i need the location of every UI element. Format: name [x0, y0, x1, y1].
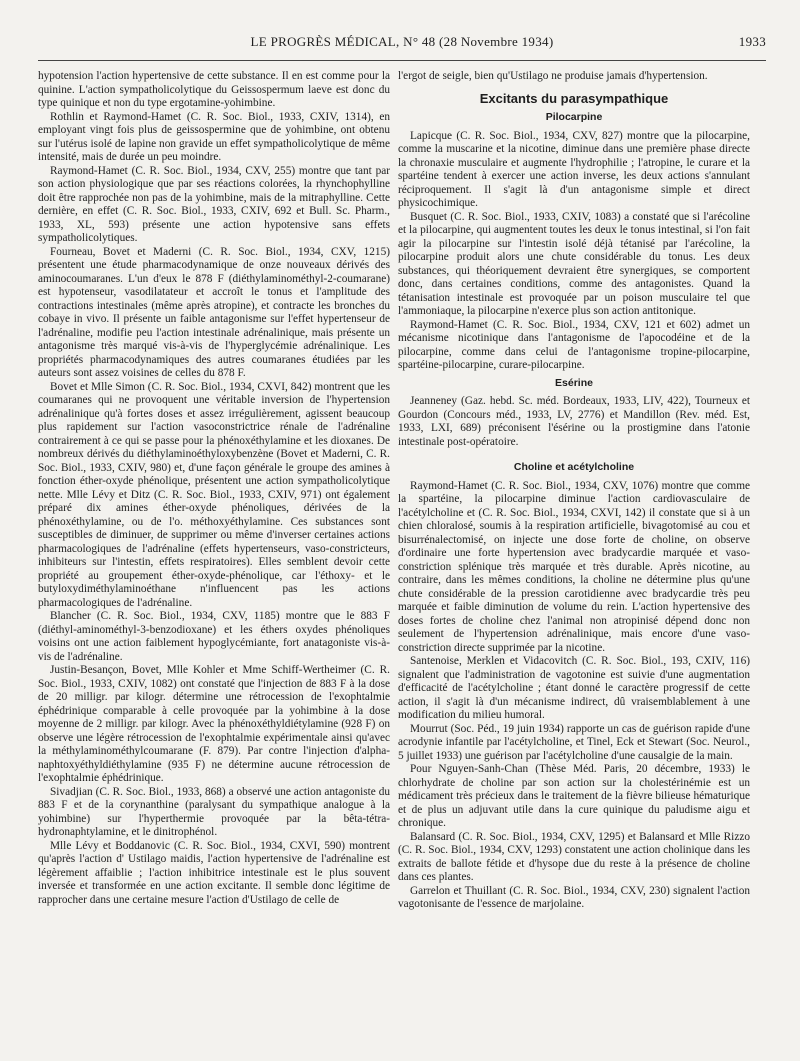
paragraph: Balansard (C. R. Soc. Biol., 1934, CXV, 1295) et Balansard et Mlle Rizzo (C. R. Soc. Biol., 1934, CXV, 1293) constatent une action cholinique dans les extraits de ballote fétide et d'hysope due du reste à la présence de choline dans ces plantes.: [398, 830, 750, 883]
paragraph: Fourneau, Bovet et Maderni (C. R. Soc. Biol., 1934, CXV, 1215) présentent une étude pharmacodynamique de onze nouveaux dérivés des aminocoumaranes. L'un d'eux le 878 F (diéthylaminométhyl-2-coumarane) est hypotenseur, vasodilatateur et accroît le tonus et l'amplitude des contractions intestinales (même après atropine), et contracte les bronches du cobaye in vivo. Il présente un faible antagonisme sur l'effet hypertenseur de l'adrénaline, modifie peu l'action intestinale adrénalinique, mais présente un antagonisme très marqué vis-à-vis de l'hyperglycémie adrénalinique. Les propriétés pharmacodynamiques des autres coumaranes étudiées par les auteurs sont assez voisines de celles du 878 F.: [38, 245, 390, 379]
subsection-title: Esérine: [555, 376, 593, 389]
paragraph: Lapicque (C. R. Soc. Biol., 1934, CXV, 827) montre que la pilocarpine, comme la muscarine et la nicotine, diminue dans une première phase directe la chronaxie musculaire et augmente l'hydrophilie ; l'atropine, le curare et la spartéine tendent à exercer une action inverse, les deux actions s'annulant réciproquement. Il s'agit là d'un antagonisme simple et direct physicochimique.: [398, 129, 750, 209]
left-column: [38, 70, 390, 1050]
header-rule: [38, 60, 766, 61]
paragraph: Raymond-Hamet (C. R. Soc. Biol., 1934, CXV, 121 et 602) admet un mécanisme nicotinique dans l'antagonisme de l'apocodéine et de la pilocarpine, comme dans celui de l'antagonisme tropine-pilocarpine, spartéine-pilocarpine, curare-pilocarpine.: [398, 318, 750, 371]
paragraph: Mourrut (Soc. Péd., 19 juin 1934) rapporte un cas de guérison rapide d'une acrodynie infantile par l'acétylcholine, et Tinel, Eck et Stewart (Soc. Neurol., 5 juillet 1933) une guérison par l'acétylcholine d'une causalgie de la main.: [398, 722, 750, 762]
paragraph: Sivadjian (C. R. Soc. Biol., 1933, 868) a observé une action antagoniste du 883 F et de la corynanthine (paralysant du sympathique analogue à la yohimbine) sur l'hyperthermie provoquée par la bêta-tétra-hydronaphtylamine, et le dinitrophénol.: [38, 785, 390, 838]
paragraph: Mlle Lévy et Boddanovic (C. R. Soc. Biol., 1934, CXVI, 590) montrent qu'après l'action d' Ustilago maidis, l'action hypertensive de l'adrénaline est légèrement affaiblie ; l'action inhibitrice intestinale est le plus souvent inversée et transformée en une action excitante. Il semble donc légitime de rapprocher dans une certaine mesure l'action d'Ustilago de celle de: [38, 839, 390, 906]
page-header: [38, 34, 766, 54]
paragraph: Busquet (C. R. Soc. Biol., 1933, CXIV, 1083) a constaté que si l'arécoline et la pilocarpine, qui augmentent toutes les deux le tonus intestinal, si l'on fait agir la pilocarpine sur l'intestin isolé déjà tétanisé par l'arécoline, la pilocarpine produit alors une chute considérable du tonus. Les deux substances, qui théoriquement devraient être synergiques, se comportent donc, dans certaines conditions, comme des antagonistes. Quand la tétanisation intestinale est provoquée par un poison musculaire tel que l'ammoniaque, la pilocarpine n'exerce plus son action antitonique.: [398, 210, 750, 317]
subsection-title: Pilocarpine: [545, 111, 603, 123]
page-number: 1933: [738, 34, 766, 49]
paragraph: Garrelon et Thuillant (C. R. Soc. Biol., 1934, CXV, 230) signalent l'action vagotonisante de l'essence de marjolaine.: [398, 884, 750, 910]
spacer: [398, 449, 750, 457]
section-title: Excitants du parasympathique: [479, 90, 669, 106]
paragraph: Santenoise, Merklen et Vidacovitch (C. R. Soc. Biol., 193, CXIV, 116) signalent que l'administration de vagotonine est suivie d'une augmentation d'efficacité de l'acétylcholine ; étant donné le caractère progressif de cette action, il s'agit là d'un mécanisme indirect, dû vraisemblablement à une modification du milieu humoral.: [398, 655, 750, 721]
right-column: [398, 70, 750, 1050]
paragraph: hypotension l'action hypertensive de cette substance. Il en est comme pour la quinine. L'action sympatholicolytique du Geissospermum laeve est donc du type quinique et non du type ergotamine-yohimbine.: [38, 70, 390, 109]
paragraph: Justin-Besançon, Bovet, Mlle Kohler et Mme Schiff-Wertheimer (C. R. Soc. Biol., 1933, CXIV, 1082) ont constaté que l'injection de 883 F à la dose de 20 milligr. par kilogr. détermine une rétrocession de l'exophtalmie éphédrinique comparable à celle provoquée par la yohimbine à la dose moyenne de 2 milligr. par kilogr. Avec la phénoxéthyldiétylamine (928 F) on observe une légère rétrocession de l'exophtalmie expérimentale ainsi qu'avec la méthylaminométhylcoumarane (F. 879). Par contre l'injection d'alpha-naphtoxyéthyldiéthylamine (935 F) ne détermine aucune rétrocession de l'exophtalmie éphédrinique.: [38, 664, 390, 784]
paragraph: Bovet et Mlle Simon (C. R. Soc. Biol., 1934, CXVI, 842) montrent que les coumaranes qui ne provoquent une véritable inversion de l'hypertension adrénalinique qu'à fortes doses et assez irrégulièrement, agissent beaucoup plus rapidement sur l'action vasoconstrictrice rénale de l'adrénaline contrairement à ce qui se passe pour la phénoxéthylamine et les dioxanes. De nombreux dérivés du diéthylaminoéthyloxybenzène (Bovet et Maderni, C. R. Soc. Biol., 1933, CXIV, 980) et, d'une façon générale le groupe des amines à fonction éther-oxyde phénolique, présentent une action sympatholicolytique nette. Mlle Lévy et Ditz (C. R. Soc. Biol., 1933, CXIV, 971) ont également préparé dix amines éther-oxyde phénoliques, dérivées de la phénoxéthylamine, ou de l'o. méthoxyéthylamine. Ces substances sont susceptibles de diminuer, de supprimer ou même d'inverser certaines actions pharmacologiques de l'adrénaline (effets hypertenseurs, vaso-constricteurs, inhibiteurs sur l'intestin, effets respiratoires). Elles semblent devoir cette propriété au groupement éther-oxyde-phénolique, car l'éthoxy- et le butyloxydiméthylaminoéthane n'influencent pas les actions pharmacologiques de l'adrénaline.: [38, 380, 390, 609]
paragraph: Blancher (C. R. Soc. Biol., 1934, CXV, 1185) montre que le 883 F (diéthyl-aminométhyl-3-benzodioxane) et les éthers oxydes phénoliques voisins ont une action faiblement hypoglycémiante, fort anatagoniste vis-à-vis de l'adrénaline.: [38, 610, 390, 663]
paragraph: Rothlin et Raymond-Hamet (C. R. Soc. Biol., 1933, CXIV, 1314), en employant vingt fois plus de geissospermine que de yohimbine, ont obtenu sur l'utérus isolé de lapine non gravide un effet sympatholicolytique de même intensité, mais de durée un peu moindre.: [38, 110, 390, 163]
paragraph: Raymond-Hamet (C. R. Soc. Biol., 1934, CXV, 255) montre que tant par son action physiologique que par ses réactions colorées, la rhynchophylline doit être rapprochée non pas de la yohimbine, mais de la mitraphylline. Cette dernière, en effet (C. R. Soc. Biol., 1933, CXIV, 692 et Bull. Sc. Pharm., 1933, XL, 593) présente une action hypotensive sans effets sympatholicolytiques.: [38, 164, 390, 244]
subsection-title: Choline et acétylcholine: [513, 461, 635, 473]
paragraph: Jeanneney (Gaz. hebd. Sc. méd. Bordeaux, 1933, LIV, 422), Tourneux et Gourdon (Concours méd., 1933, LV, 2776) et Mandillon (Rev. méd. Est, 1933, LXI, 689) préconisent l'ésérine ou la prostigmine dans l'atonie intestinale post-opératoire.: [398, 395, 750, 448]
paragraph: l'ergot de seigle, bien qu'Ustilago ne produise jamais d'hypertension.: [398, 70, 708, 82]
paragraph: Pour Nguyen-Sanh-Chan (Thèse Méd. Paris, 20 décembre, 1933) le chlorhydrate de choline par son action sur la cholestérinémie est un médicament très précieux dans le traitement de la fièvre bilieuse hématurique et de plus un adjuvant utile dans la cure quinique du paludisme aigu et chronique.: [398, 763, 750, 829]
paragraph: Raymond-Hamet (C. R. Soc. Biol., 1934, CXV, 1076) montre que comme la spartéine, la pilocarpine diminue l'action cardiovasculaire de l'acétylcholine et (C. R. Soc. Biol., 1934, CXVI, 142) il constate que si à un chien chloralosé, soumis à la respiration artificielle, bivagotomisé au cou et bisurrénalectomisé, on injecte une dose forte de choline, on observe d'ordinaire une forte hypertension avec bradycardie marquée et vaso-constriction splénique très marquée et très durable. Après nicotine, au contraire, dans les mêmes conditions, la choline ne détermine plus qu'une chute considérable de la pression carotidienne avec bradycardie très peu marquée et faible diminution de volume du rein. L'action hypertensive des doses fortes de choline chez l'animal non atropinisé dépend donc non seulement de l'hypertension adrénalinique, mais encore d'une vaso-constriction directe supprimée par la nicotine.: [398, 479, 750, 654]
journal-title: LE PROGRÈS MÉDICAL, N° 48 (28 Novembre 1934): [250, 34, 554, 49]
